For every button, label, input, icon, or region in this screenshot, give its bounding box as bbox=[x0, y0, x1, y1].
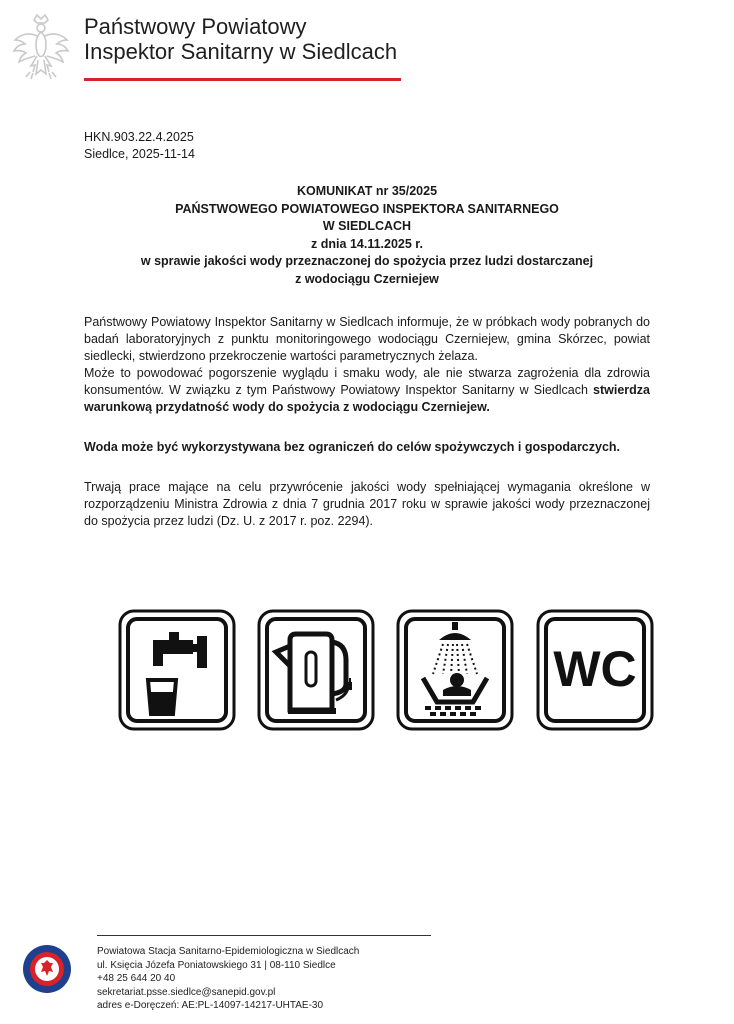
header-divider bbox=[84, 78, 401, 81]
announcement-title-line1: KOMUNIKAT nr 35/2025 bbox=[296, 184, 438, 198]
usage-pictograms bbox=[117, 608, 655, 733]
footer-address: ul. Księcia Józefa Poniatowskiego 31 | 08-110 Siedlce bbox=[97, 959, 336, 971]
announcement-body bbox=[84, 314, 650, 530]
announcement-date: z dnia 14.11.2025 r. bbox=[311, 236, 423, 251]
footer-institution: Powiatowa Stacja Sanitarno-Epidemiologiczna w Siedlcach bbox=[97, 946, 360, 957]
footer-divider bbox=[97, 935, 431, 936]
wc-label: WC bbox=[553, 641, 637, 697]
tap-water-icon bbox=[117, 608, 237, 732]
eagle-emblem-icon bbox=[10, 12, 72, 82]
announcement-subject-line2: z wodociągu Czerniejew bbox=[295, 271, 439, 286]
organization-title-line1: Państwowy Powiatowy bbox=[84, 14, 307, 39]
footer-phone: +48 25 644 20 40 bbox=[97, 973, 176, 984]
body-paragraph-2-text: Może to powodować pogorszenie wyglądu i smaku wody, ale nie stwarza zagrożenia dla zdrowia konsumentów. W związku z tym Państwowy Powiatowy Inspektor Sanitarny w Siedlcach bbox=[84, 366, 650, 397]
announcement-title bbox=[84, 183, 650, 288]
sanitary-inspection-seal-icon bbox=[22, 944, 72, 994]
announcement-title-line2: PAŃSTWOWEGO POWIATOWEGO INSPEKTORA SANITARNEGO bbox=[175, 201, 559, 216]
shower-bath-icon bbox=[395, 608, 515, 732]
document-reference bbox=[84, 129, 195, 163]
reference-number: HKN.903.22.4.2025 bbox=[84, 130, 194, 144]
organization-title-line2: Inspektor Sanitarny w Siedlcach bbox=[84, 39, 398, 64]
body-paragraph-2-bold: stwierdza warunkową przydatność wody do spożycia z wodociągu Czerniejew. bbox=[84, 383, 650, 414]
kettle-icon bbox=[256, 608, 376, 732]
footer-email: sekretariat.psse.siedlce@sanepid.gov.pl bbox=[97, 986, 276, 998]
wc-icon bbox=[535, 608, 655, 732]
footer-contact bbox=[97, 945, 359, 1013]
footer-edelivery-address: adres e-Doręczeń: AE:PL-14097-14217-UHTAE-30 bbox=[97, 1000, 324, 1011]
body-paragraph-3: Woda może być wykorzystywana bez ograniczeń do celów spożywczych i gospodarczych. bbox=[84, 440, 621, 454]
announcement-title-line3: W SIEDLCACH bbox=[322, 219, 412, 233]
announcement-subject-line1: w sprawie jakości wody przeznaczonej do spożycia przez ludzi dostarczanej bbox=[140, 254, 594, 268]
organization-title bbox=[84, 14, 397, 64]
place-date: Siedlce, 2025-11-14 bbox=[84, 147, 195, 161]
body-paragraph-4: Trwają prace mające na celu przywrócenie jakości wody spełniającej wymagania określone w rozporządzeniu Ministra Zdrowia z dnia 7 grudnia 2017 roku w sprawie jakości wody przeznaczonej do spożycia przez ludzi (Dz. U. z 2017 r. poz. 2294). bbox=[84, 480, 650, 528]
body-paragraph-2 bbox=[84, 365, 650, 416]
body-paragraph-1: Państwowy Powiatowy Inspektor Sanitarny w Siedlcach informuje, że w próbkach wody pobranych do badań laboratoryjnych z punktu monitoringowego wodociągu Czerniejew, gmina Skórzec, powiat siedlecki, stwierdzono przekroczenie wartości parametrycznych żelaza. bbox=[84, 315, 650, 363]
